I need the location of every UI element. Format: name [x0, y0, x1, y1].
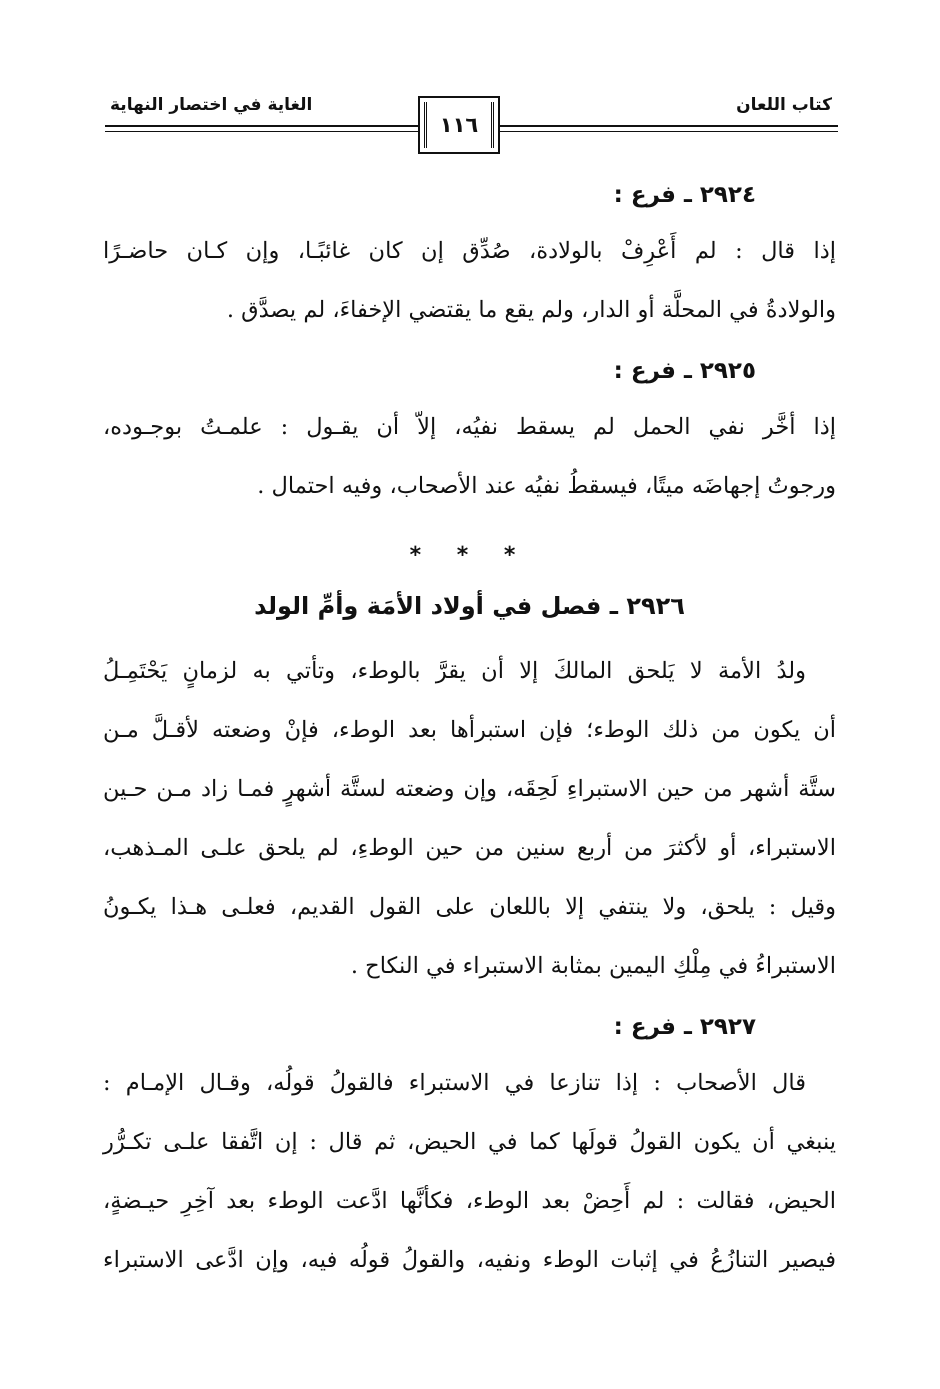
paragraph-line: الاستبراء، أو لأكثرَ من أربع سنين من حين الوطءِ، لم يلحق علـى المـذهب، [103, 835, 836, 861]
running-header-chapter: كتاب اللعان [736, 95, 832, 115]
page-number-frame [418, 96, 500, 154]
paragraph-line: وقيل : يلحق، ولا ينتفي إلا باللعان على القول القديم، فعلـى هـذا يكـونُ [103, 894, 836, 920]
paragraph-2927 [103, 1054, 836, 1290]
paragraph-line: ينبغي أن يكون القولُ قولَها كما في الحيض، ثم قال : إن اتَّفقا علـى تكـرُّر [103, 1129, 836, 1155]
section-heading-2924: ٢٩٢٤ ـ فرع : [613, 182, 756, 208]
section-heading-2925: ٢٩٢٥ ـ فرع : [613, 358, 756, 384]
page-body [103, 168, 836, 1290]
paragraph-2926 [103, 642, 836, 996]
paragraph-line: قال الأصحاب : إذا تنازعا في الاستبراء فالقولُ قولُه، وقـال الإمـام : [103, 1070, 806, 1096]
paragraph-2924 [103, 222, 836, 340]
page-number: ١١٦ [439, 113, 479, 137]
running-header-book-title: الغاية في اختصار النهاية [110, 95, 313, 115]
chapter-title-2926: ٢٩٢٦ ـ فصل في أولاد الأمَة وأمِّ الولد [254, 592, 685, 620]
paragraph-2925 [103, 398, 836, 516]
paragraph-line: إذا أخَّر نفي الحمل لم يسقط نفيُه، إلاّ أن يقـول : علمـتُ بوجـوده، [103, 414, 836, 440]
paragraph-line: ستَّة أشهر من حين الاستبراءِ لَحِقَه، وإن وضعته لستَّة أشهرٍ فمـا زاد مـن حـين [103, 776, 836, 802]
paragraph-line: إذا قال : لم أَعْرِفْ بالولادة، صُدِّق إن كان غائبًـا، وإن كـان حاضـرًا [103, 238, 836, 264]
section-heading-2927: ٢٩٢٧ ـ فرع : [613, 1014, 756, 1040]
paragraph-line: والولادةُ في المحلَّة أو الدار، ولم يقع ما يقتضي الإخفاءَ، لم يصدَّق . [226, 297, 836, 323]
paragraph-line: أن يكون من ذلك الوطء؛ فإن استبرأها بعد الوطء، فإنْ وضعته لأقـلَّ مـن [103, 717, 836, 743]
paragraph-line: ورجوتُ إجهاضَه ميتًا، فيسقطُ نفيُه عند الأصحاب، وفيه احتمال . [257, 473, 836, 499]
paragraph-line: فيصير التنازُعُ في إثبات الوطء ونفيه، والقولُ قولُه فيه، وإن ادَّعى الاستبراء [103, 1247, 836, 1273]
paragraph-line: الاستبراءُ في مِلْكِ اليمين بمثابة الاستبراء في النكاح . [350, 953, 836, 979]
paragraph-line: ولدُ الأمة لا يَلحق المالكَ إلا أن يقرَّ بالوطء، وتأتي به لزمانٍ يَحْتَمِـلُ [103, 658, 806, 684]
paragraph-line: الحيض، فقالت : لم أَحِضْ بعد الوطء، فكأنَّها ادَّعت الوطء بعد آخِرِ حيـضةٍ، [103, 1188, 836, 1214]
section-separator: * * * [409, 543, 530, 568]
